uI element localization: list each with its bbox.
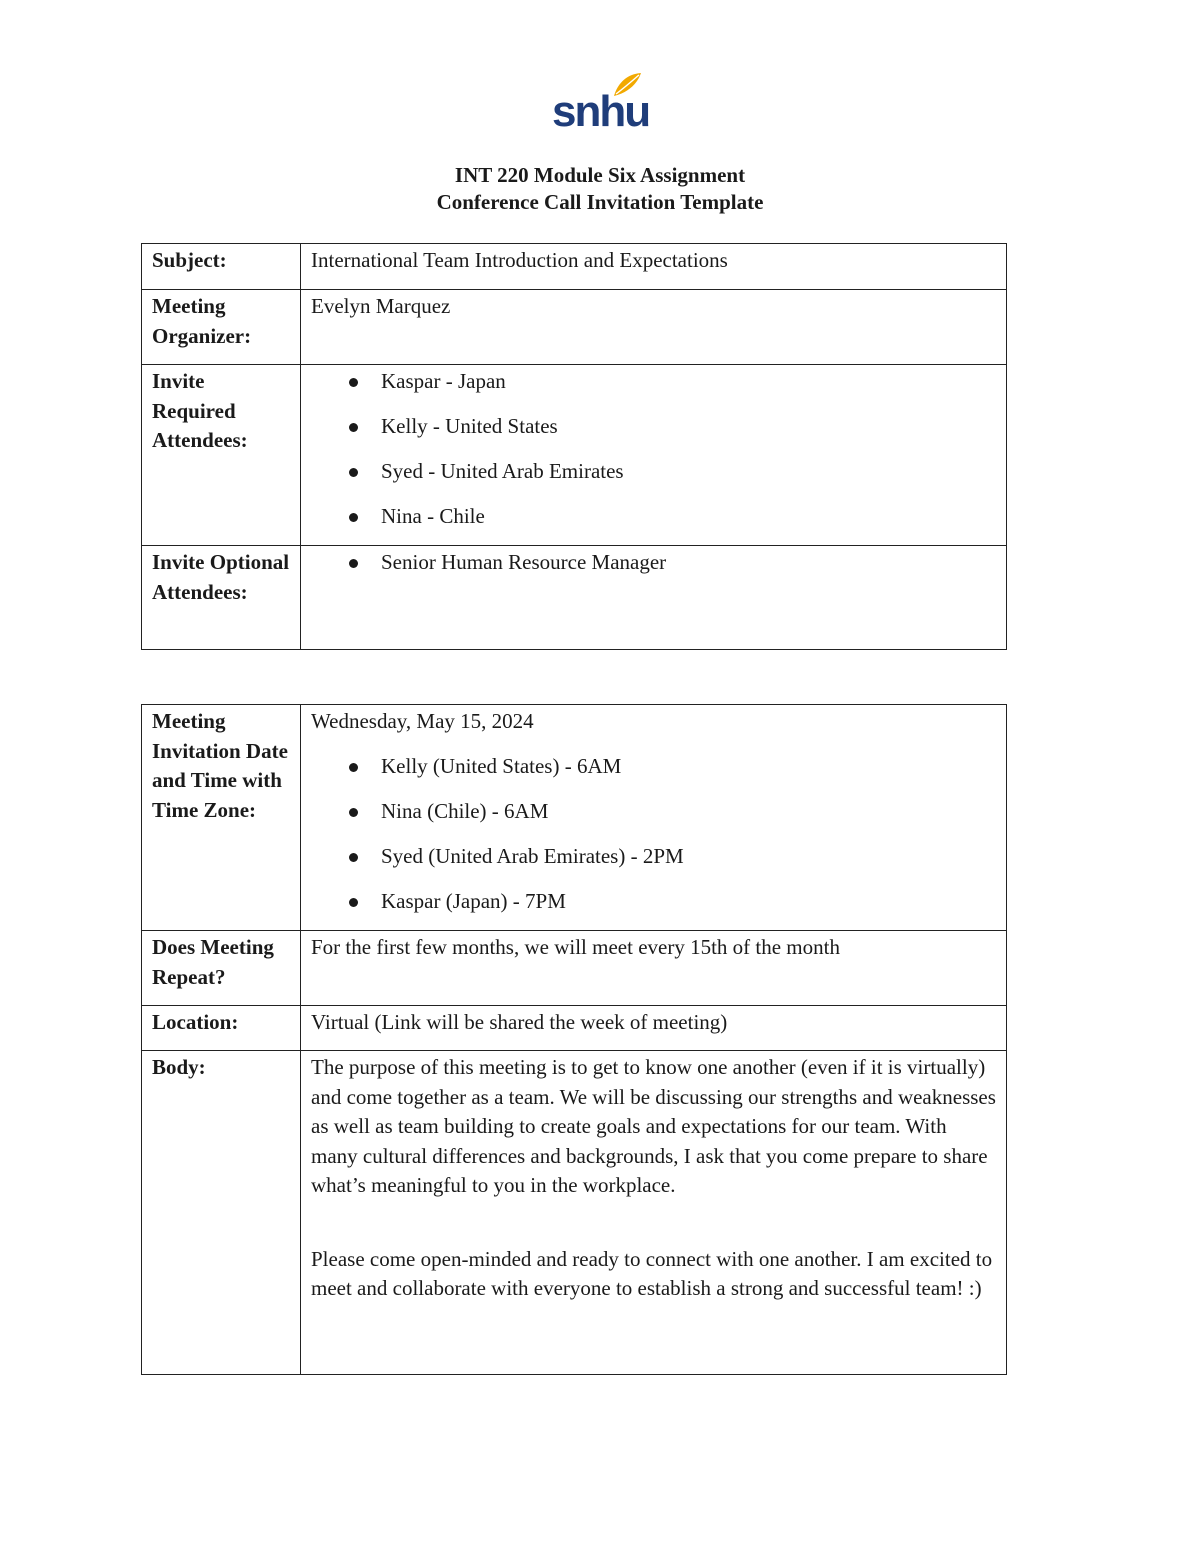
table-row — [142, 931, 1007, 1006]
meeting-date: Wednesday, May 15, 2024 — [311, 709, 534, 733]
invitation-details-table — [141, 243, 1007, 650]
list-item: Kaspar (Japan) - 7PM — [381, 887, 996, 917]
time-zone-list — [311, 752, 996, 917]
required-attendees-list — [311, 367, 996, 532]
table-row — [142, 705, 1007, 931]
list-item: Senior Human Resource Manager — [381, 548, 996, 578]
repeat-label: Does Meeting Repeat? — [142, 931, 301, 1006]
organizer-label: Meeting Organizer: — [142, 290, 301, 365]
list-item: Syed - United Arab Emirates — [381, 457, 996, 487]
body-paragraph-2: Please come open-minded and ready to connect with one another. I am excited to meet and collaborate with everyone to establish a strong and successful team! :) — [311, 1246, 993, 1300]
title-line-2: Conference Call Invitation Template — [436, 190, 764, 214]
list-item: Kaspar - Japan — [381, 367, 996, 397]
table-row — [142, 244, 1007, 290]
logo-wordmark: snhu — [552, 87, 650, 136]
table-row — [142, 290, 1007, 365]
title-line-1: INT 220 Module Six Assignment — [454, 163, 746, 187]
optional-attendees-cell — [301, 546, 1007, 650]
document-title — [0, 162, 1200, 216]
organizer-value: Evelyn Marquez — [301, 290, 1007, 365]
location-label: Location: — [142, 1006, 301, 1051]
meeting-details-table — [141, 704, 1007, 1375]
required-attendees-cell — [301, 365, 1007, 546]
list-item: Syed (United Arab Emirates) - 2PM — [381, 842, 996, 872]
body-cell — [301, 1051, 1007, 1375]
table-row — [142, 365, 1007, 546]
subject-value: International Team Introduction and Expectations — [301, 244, 1007, 290]
list-item: Kelly (United States) - 6AM — [381, 752, 996, 782]
datetime-label: Meeting Invitation Date and Time with Time Zone: — [142, 705, 301, 931]
optional-attendees-list — [311, 548, 996, 578]
table-row — [142, 1051, 1007, 1375]
list-item: Nina - Chile — [381, 502, 996, 532]
location-value: Virtual (Link will be shared the week of meeting) — [301, 1006, 1007, 1051]
repeat-value: For the first few months, we will meet every 15th of the month — [301, 931, 1007, 1006]
datetime-cell — [301, 705, 1007, 931]
required-attendees-label: Invite Required Attendees: — [142, 365, 301, 546]
table-row — [142, 546, 1007, 650]
snhu-logo — [552, 72, 652, 138]
list-item: Kelly - United States — [381, 412, 996, 442]
optional-attendees-label: Invite Optional Attendees: — [142, 546, 301, 650]
subject-label: Subject: — [142, 244, 301, 290]
list-item: Nina (Chile) - 6AM — [381, 797, 996, 827]
body-label: Body: — [142, 1051, 301, 1375]
table-row — [142, 1006, 1007, 1051]
body-paragraph-1: The purpose of this meeting is to get to know one another (even if it is virtually) and come together as a team. We will be discussing our strengths and weaknesses as well as team building to create goals and expectations for our team. With many cultural differences and backgrounds, I ask that you come prepare to share what’s meaningful to you in the workplace. — [311, 1055, 996, 1197]
